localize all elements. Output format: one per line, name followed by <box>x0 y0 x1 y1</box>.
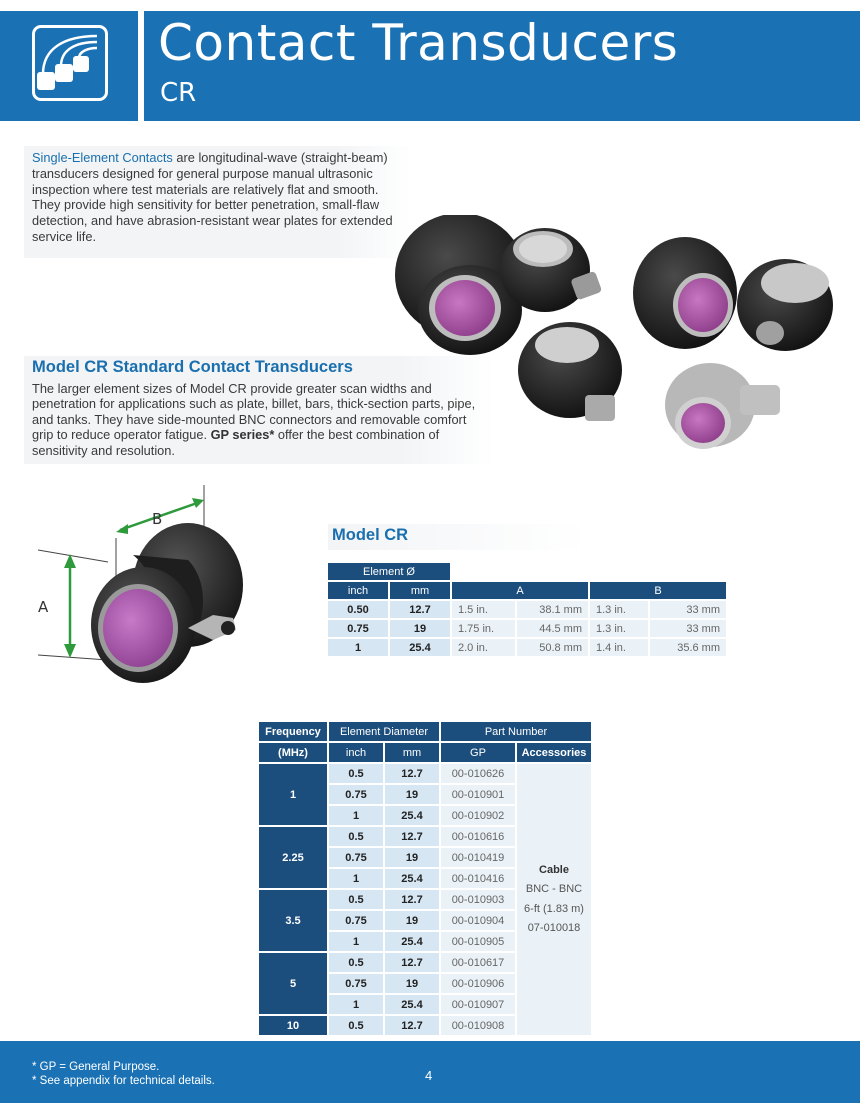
cell-inch: 1 <box>329 995 383 1014</box>
cell-a-inch: 1.5 in. <box>452 601 515 618</box>
page-title: Contact Transducers <box>158 14 679 72</box>
cell-mm: 25.4 <box>385 995 439 1014</box>
cell-b-mm: 33 mm <box>650 620 726 637</box>
gp-header: GP <box>441 743 515 762</box>
cell-mm: 12.7 <box>390 601 450 618</box>
accessory-line2: 6-ft (1.83 m) <box>524 902 584 915</box>
frequency-cell: 3.5 <box>259 890 327 951</box>
cell-mm: 19 <box>385 785 439 804</box>
cell-inch: 0.5 <box>329 764 383 783</box>
cell-mm: 12.7 <box>385 890 439 909</box>
cell-mm: 25.4 <box>385 869 439 888</box>
cell-part-number: 00-010903 <box>441 890 515 909</box>
frequency-cell: 10 <box>259 1016 327 1035</box>
table-row <box>328 601 726 618</box>
cell-mm: 19 <box>390 620 450 637</box>
cell-part-number: 00-010616 <box>441 827 515 846</box>
cell-part-number: 00-010907 <box>441 995 515 1014</box>
table-row <box>328 639 726 656</box>
page-subtitle: CR <box>160 78 197 108</box>
cell-b-inch: 1.3 in. <box>590 601 648 618</box>
cell-mm: 25.4 <box>385 806 439 825</box>
cell-mm: 25.4 <box>385 932 439 951</box>
intro-highlight: Single-Element Contacts <box>32 150 173 165</box>
cell-inch: 0.75 <box>329 974 383 993</box>
cell-mm: 19 <box>385 911 439 930</box>
cell-part-number: 00-010419 <box>441 848 515 867</box>
cell-inch: 0.5 <box>329 1016 383 1035</box>
cell-part-number: 00-010904 <box>441 911 515 930</box>
cell-inch: 0.5 <box>329 890 383 909</box>
model-cr-dimension-table <box>326 561 728 658</box>
frequency-cell: 5 <box>259 953 327 1014</box>
cell-part-number: 00-010902 <box>441 806 515 825</box>
cell-a-mm: 44.5 mm <box>517 620 588 637</box>
model-section-text <box>32 381 486 458</box>
table-row <box>328 620 726 637</box>
a-header: A <box>452 582 588 599</box>
cell-inch: 0.5 <box>329 953 383 972</box>
transducers-icon <box>32 25 108 101</box>
cell-part-number: 00-010905 <box>441 932 515 951</box>
cell-mm: 19 <box>385 848 439 867</box>
cell-inch: 1 <box>328 639 388 656</box>
mhz-header: (MHz) <box>259 743 327 762</box>
cell-part-number: 00-010908 <box>441 1016 515 1035</box>
cell-inch: 0.75 <box>328 620 388 637</box>
accessories-cell <box>517 764 591 1035</box>
gp-series-label: GP series* <box>210 427 275 443</box>
frequency-cell: 1 <box>259 764 327 825</box>
table-row <box>259 764 591 783</box>
cell-inch: 0.75 <box>329 911 383 930</box>
cell-inch: 0.75 <box>329 785 383 804</box>
dimension-diagram <box>38 480 248 695</box>
page-footer <box>0 1041 860 1103</box>
footnotes <box>32 1060 215 1088</box>
part-number-header: Part Number <box>441 722 591 741</box>
b-header: B <box>590 582 726 599</box>
diagram-label-b: B <box>152 510 163 528</box>
cell-a-inch: 2.0 in. <box>452 639 515 656</box>
cell-a-mm: 50.8 mm <box>517 639 588 656</box>
cell-inch: 1 <box>329 869 383 888</box>
element-diameter-header: Element Diameter <box>329 722 439 741</box>
mm-header: mm <box>385 743 439 762</box>
cell-mm: 12.7 <box>385 827 439 846</box>
cell-part-number: 00-010617 <box>441 953 515 972</box>
page-number: 4 <box>425 1068 433 1083</box>
cell-part-number: 00-010901 <box>441 785 515 804</box>
cell-mm: 12.7 <box>385 764 439 783</box>
cell-inch: 0.75 <box>329 848 383 867</box>
inch-header: inch <box>328 582 388 599</box>
cell-mm: 12.7 <box>385 953 439 972</box>
model-cr-table-title: Model CR <box>328 524 588 550</box>
accessories-header: Accessories <box>517 743 591 762</box>
mm-header: mm <box>390 582 450 599</box>
frequency-cell: 2.25 <box>259 827 327 888</box>
cell-part-number: 00-010416 <box>441 869 515 888</box>
accessory-line1: BNC - BNC <box>525 883 583 895</box>
cell-b-mm: 33 mm <box>650 601 726 618</box>
cell-mm: 25.4 <box>390 639 450 656</box>
cell-a-mm: 38.1 mm <box>517 601 588 618</box>
header-logo-box <box>20 11 144 121</box>
cell-b-inch: 1.4 in. <box>590 639 648 656</box>
intro-paragraph <box>24 146 412 258</box>
cell-mm: 19 <box>385 974 439 993</box>
model-text-before: The larger element sizes of Model CR provide greater scan widths and penetration for applications such as plate, billet, bars, thick-section parts, pipe, and tanks. They have side-mounted BNC connectors and removable comfort grip to reduce operator fatigue. <box>32 381 476 443</box>
inch-header: inch <box>329 743 383 762</box>
accessory-part-number: 07-010018 <box>527 922 581 934</box>
part-number-table <box>257 720 593 1037</box>
footnote-appendix: * See appendix for technical details. <box>32 1075 215 1087</box>
cell-inch: 0.5 <box>329 827 383 846</box>
intro-text: are longitudinal-wave (straight-beam) transducers designed for general purpose manual ultrasonic inspection where test materials are relatively flat and smooth. They provide high sensitivity for better penetration, small-flaw detection, and have abrasion-resistant wear plates for extended service life. <box>32 150 393 244</box>
frequency-header: Frequency <box>259 722 327 741</box>
element-diameter-header: Element Ø <box>328 563 450 580</box>
cell-a-inch: 1.75 in. <box>452 620 515 637</box>
cell-inch: 0.50 <box>328 601 388 618</box>
cell-inch: 1 <box>329 806 383 825</box>
cell-inch: 1 <box>329 932 383 951</box>
cell-mm: 12.7 <box>385 1016 439 1035</box>
cell-b-inch: 1.3 in. <box>590 620 648 637</box>
model-text-after: offer the best combination of sensitivity and resolution. <box>32 427 440 458</box>
footnote-gp: * GP = General Purpose. <box>32 1061 160 1073</box>
diagram-label-a: A <box>38 598 49 616</box>
cell-part-number: 00-010906 <box>441 974 515 993</box>
cell-part-number: 00-010626 <box>441 764 515 783</box>
cell-b-mm: 35.6 mm <box>650 639 726 656</box>
model-section-title: Model CR Standard Contact Transducers <box>32 358 353 376</box>
model-section <box>24 356 494 464</box>
accessory-title: Cable <box>539 863 569 876</box>
